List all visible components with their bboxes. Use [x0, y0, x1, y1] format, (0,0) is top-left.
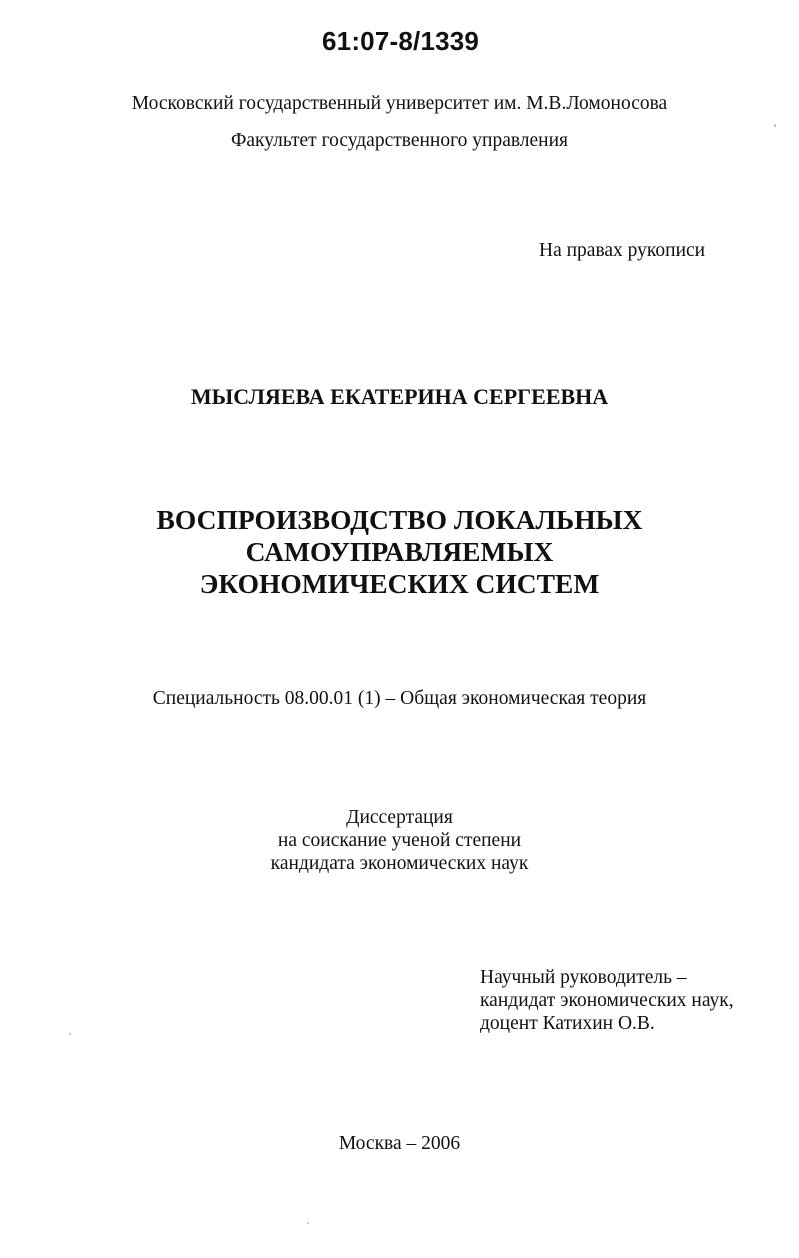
university-name: Московский государственный университет им. М.В.Ломоносова: [131, 93, 668, 114]
faculty-name: Факультет государственного управления: [230, 130, 569, 151]
advisor-line-3: доцент Катихин О.В.: [480, 1013, 655, 1034]
dissertation-degree-block: [0, 806, 799, 875]
degree-line-2: на соискание ученой степени: [277, 830, 522, 851]
dissertation-title: [0, 504, 799, 600]
manuscript-rights-note: На правах рукописи: [539, 240, 706, 261]
author-name: МЫСЛЯЕВА ЕКАТЕРИНА СЕРГЕЕВНА: [190, 384, 609, 409]
scan-speck: [774, 124, 776, 127]
advisor-block: [480, 966, 734, 1035]
title-line-1: ВОСПРОИЗВОДСТВО ЛОКАЛЬНЫХ: [156, 504, 643, 535]
advisor-line-2: кандидат экономических наук,: [480, 990, 734, 1011]
specialty-line: Специальность 08.00.01 (1) – Общая экономическая теория: [152, 688, 647, 709]
scan-speck: [307, 1222, 309, 1224]
title-line-3: ЭКОНОМИЧЕСКИХ СИСТЕМ: [199, 568, 600, 599]
advisor-line-1: Научный руководитель –: [480, 967, 687, 988]
catalog-code: 61:07-8/1339: [322, 26, 480, 56]
degree-line-1: Диссертация: [346, 807, 453, 828]
scan-speck: [69, 1033, 71, 1035]
city-year: Москва – 2006: [338, 1133, 461, 1154]
degree-line-3: кандидата экономических наук: [270, 853, 529, 874]
title-line-2: САМОУПРАВЛЯЕМЫХ: [245, 536, 554, 567]
